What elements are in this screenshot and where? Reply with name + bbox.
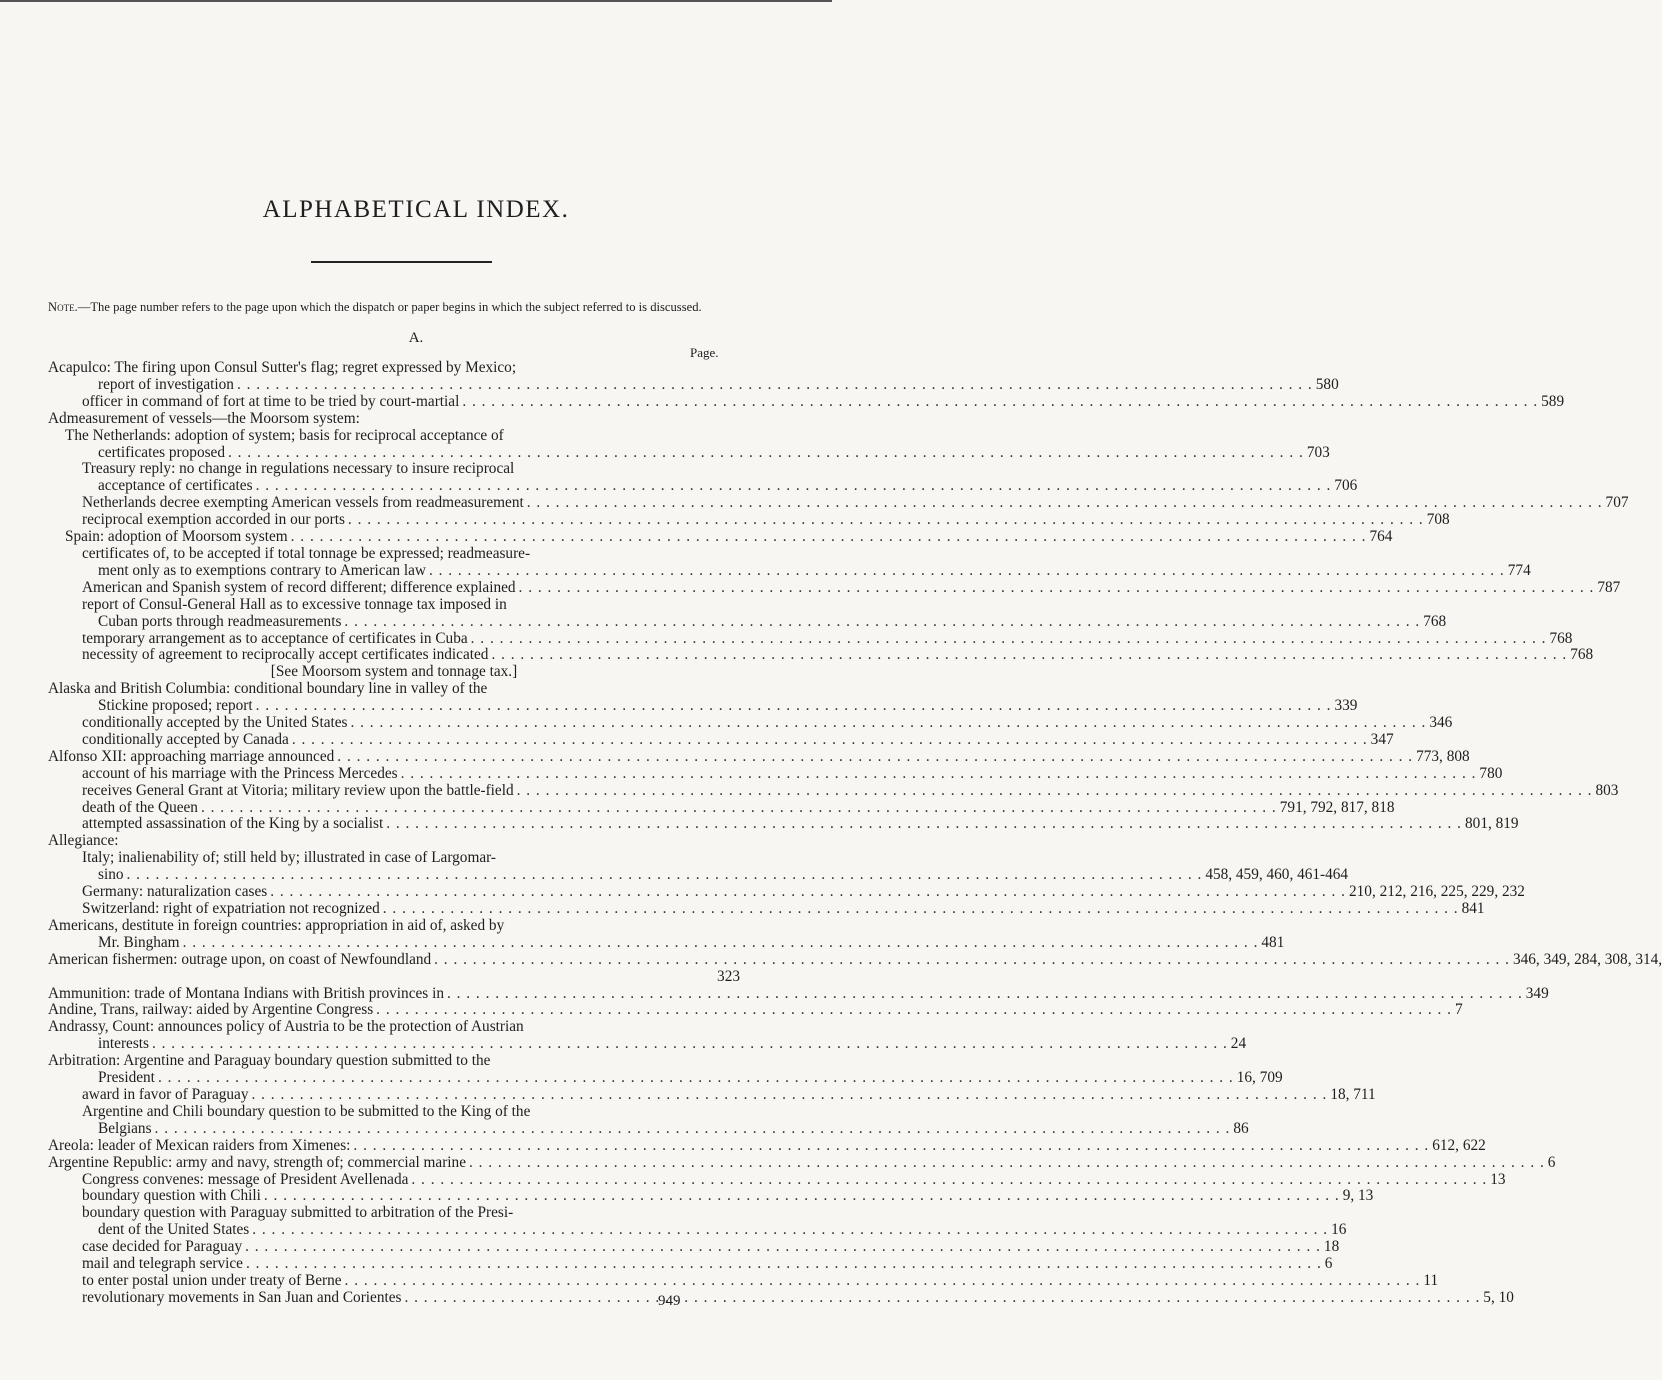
index-entry-text: boundary question with Chili bbox=[82, 1187, 261, 1205]
index-entry bbox=[48, 1085, 1376, 1104]
index-entry bbox=[48, 933, 1285, 952]
index-entry-text: receives General Grant at Vitoria; military review upon the battle-field bbox=[82, 781, 514, 799]
index-entry-text: interests bbox=[98, 1035, 149, 1053]
index-entry-text: boundary question with Paraguay submitted to arbitration of the Presi- bbox=[82, 1204, 514, 1222]
index-entry bbox=[48, 375, 1339, 394]
index-entry-page: 774 bbox=[1507, 561, 1531, 579]
index-entry-text: The Netherlands: adoption of system; basis for reciprocal acceptance of bbox=[65, 426, 504, 444]
dot-leader bbox=[245, 1239, 1321, 1256]
index-entry bbox=[48, 629, 1573, 648]
index-entry-page: 780 bbox=[1479, 764, 1503, 782]
index-entry bbox=[48, 984, 1549, 1003]
index-cross-reference: [See Moorsom system and tonnage tax.] bbox=[270, 663, 518, 681]
index-entry bbox=[48, 1104, 740, 1121]
index-entry-text: Spain: adoption of Moorsom system bbox=[65, 528, 288, 546]
dot-leader bbox=[292, 732, 1368, 749]
index-entry-text: reciprocal exemption accorded in our ports bbox=[82, 511, 345, 529]
index-entry-text: President bbox=[98, 1069, 155, 1087]
dot-leader bbox=[517, 783, 1593, 800]
dot-leader bbox=[471, 631, 1547, 648]
index-entry-page: 841 bbox=[1461, 900, 1485, 917]
index-entry-text: Admeasurement of vessels—the Moorsom system: bbox=[48, 409, 360, 427]
index-entry bbox=[48, 1221, 1347, 1239]
index-entry-page: 768 bbox=[1570, 646, 1594, 664]
dot-leader bbox=[270, 884, 1346, 901]
index-entry-page: 707 bbox=[1605, 494, 1629, 512]
dot-leader bbox=[386, 816, 1462, 833]
index-entry-page: 16, 709 bbox=[1236, 1069, 1283, 1087]
dot-leader bbox=[411, 1172, 1487, 1189]
index-entry-text: award in favor of Paraguay bbox=[82, 1085, 249, 1103]
index-entry-page: 210, 212, 216, 225, 229, 232 bbox=[1349, 883, 1525, 901]
index-entry-page: 18 bbox=[1323, 1238, 1340, 1256]
index-entry-text: Germany: naturalization cases bbox=[82, 883, 268, 901]
index-entry-page: 9, 13 bbox=[1342, 1187, 1374, 1205]
index-entry-text: necessity of agreement to reciprocally accept certificates indicated bbox=[82, 646, 489, 664]
dot-leader bbox=[252, 1222, 1328, 1239]
index-entry bbox=[48, 546, 740, 563]
dot-leader bbox=[344, 614, 1420, 631]
index-entry-text: account of his marriage with the Princess Mercedes bbox=[82, 764, 398, 782]
index-entry-text: Congress convenes: message of President Avellenada bbox=[82, 1170, 409, 1188]
index-entry bbox=[48, 428, 740, 445]
index-entry bbox=[48, 1255, 1333, 1273]
index-entry bbox=[48, 764, 1503, 783]
index-entry bbox=[48, 392, 1565, 411]
index-entry-page: 346 bbox=[1429, 714, 1453, 732]
index-entry-text: Netherlands decree exempting American vessels from readmeasurement bbox=[82, 494, 524, 512]
note-lead: Note. bbox=[48, 300, 78, 314]
index-entry bbox=[48, 1170, 1506, 1189]
index-entry-text: officer in command of fort at time to be tried by court-martial bbox=[82, 392, 460, 410]
index-entry-page: 349 bbox=[1525, 984, 1549, 1002]
index-entry bbox=[48, 714, 1453, 732]
dot-leader bbox=[469, 1155, 1545, 1172]
page-column-header: Page. bbox=[690, 345, 719, 360]
index-entry bbox=[48, 883, 1525, 901]
index-entry-page: 16 bbox=[1331, 1221, 1347, 1239]
index-entry-page: 768 bbox=[1549, 629, 1573, 647]
index-entry bbox=[48, 1288, 1514, 1307]
index-entry-page: 703 bbox=[1306, 443, 1330, 461]
dot-leader bbox=[434, 952, 1510, 969]
index-entry-page: 6 bbox=[1547, 1153, 1556, 1171]
index-entry bbox=[48, 747, 1470, 766]
index-entry-page: 11 bbox=[1423, 1271, 1439, 1289]
index-entry bbox=[48, 815, 1519, 833]
dot-leader bbox=[291, 529, 1367, 546]
index-entry-text: attempted assassination of the King by a socialist bbox=[82, 815, 384, 833]
dot-leader bbox=[155, 1121, 1231, 1138]
index-entry-page: 801, 819 bbox=[1465, 815, 1519, 833]
dot-leader bbox=[491, 647, 1567, 664]
index-entry bbox=[48, 511, 1450, 529]
index-entry-page: 791, 792, 817, 818 bbox=[1279, 798, 1395, 816]
index-entry-text: Ammunition: trade of Montana Indians with British provinces in bbox=[48, 984, 444, 1002]
index-entry bbox=[48, 528, 1393, 546]
dot-leader bbox=[462, 394, 1538, 411]
index-entry-text: certificates proposed bbox=[98, 443, 225, 461]
index-entry bbox=[48, 411, 740, 428]
index-entry-page: 580 bbox=[1315, 375, 1339, 393]
index-entry-text: conditionally accepted by the United States bbox=[82, 714, 348, 732]
index-entry bbox=[48, 918, 740, 935]
dot-leader bbox=[527, 495, 1603, 512]
index-page-continuation: 323 bbox=[717, 967, 740, 985]
index-entry-text: to enter postal union under treaty of Berne bbox=[82, 1271, 342, 1289]
dot-leader bbox=[183, 935, 1259, 952]
index-entry-text: conditionally accepted by Canada bbox=[82, 730, 289, 748]
index-entry-page: 346, 349, 284, 308, 314, bbox=[1512, 950, 1662, 968]
index-entry-text: mail and telegraph service bbox=[82, 1255, 243, 1273]
index-entry bbox=[48, 1153, 1556, 1172]
index-entry-text: sino bbox=[98, 866, 124, 884]
index-entry-text: report of investigation bbox=[98, 375, 234, 393]
note-text: —The page number refers to the page upon which the dispatch or paper begins in which the subject referred to is discussed. bbox=[77, 300, 702, 314]
index-entry-text: Belgians bbox=[98, 1119, 152, 1137]
dot-leader bbox=[264, 1188, 1340, 1205]
dot-leader bbox=[404, 1290, 1480, 1307]
index-entry-page: 6 bbox=[1324, 1255, 1333, 1273]
index-entry-text: Cuban ports through readmeasurements bbox=[98, 612, 342, 630]
dot-leader bbox=[376, 1002, 1452, 1019]
index-entry bbox=[48, 833, 740, 850]
index-entry-text: Acapulco: The firing upon Consul Sutter's flag; regret expressed by Mexico; bbox=[48, 359, 517, 376]
index-entry-text: temporary arrangement as to acceptance of certificates in Cuba bbox=[82, 629, 468, 647]
index-entry-text: revolutionary movements in San Juan and Corientes bbox=[82, 1288, 402, 1306]
index-entry bbox=[48, 561, 1531, 580]
index-entry bbox=[48, 681, 740, 698]
index-entry bbox=[48, 477, 1358, 495]
index-entry bbox=[48, 781, 1619, 800]
index-entry-text: Argentine and Chili boundary question to be submitted to the King of the bbox=[82, 1102, 531, 1120]
index-entry-page: 339 bbox=[1334, 697, 1358, 715]
index-entry bbox=[48, 461, 740, 478]
index-entry bbox=[48, 1001, 1463, 1019]
index-entry bbox=[48, 1187, 1374, 1205]
dot-leader bbox=[345, 1273, 1421, 1290]
index-entry-page: 768 bbox=[1423, 612, 1447, 630]
dot-leader bbox=[337, 749, 1413, 766]
index-entry bbox=[48, 443, 1330, 462]
index-entry-text: Alfonso XII: approaching marriage announced bbox=[48, 747, 335, 765]
dot-leader bbox=[447, 986, 1523, 1003]
index-entry-page: 86 bbox=[1233, 1119, 1249, 1137]
index-note bbox=[48, 300, 770, 314]
dot-leader bbox=[256, 698, 1332, 715]
index-entry-page: 24 bbox=[1230, 1035, 1247, 1053]
index-entry-text: Andrassy, Count: announces policy of Austria to be the protection of Austrian bbox=[48, 1018, 524, 1036]
index-entry-page: 764 bbox=[1369, 528, 1393, 546]
dot-leader bbox=[246, 1256, 1322, 1273]
index-entry bbox=[48, 697, 1358, 715]
dot-leader bbox=[237, 377, 1313, 394]
dot-leader bbox=[429, 563, 1505, 580]
index-entry bbox=[48, 1205, 740, 1222]
index-entry-page: 481 bbox=[1261, 933, 1285, 951]
index-entry-text: death of the Queen bbox=[82, 798, 198, 816]
page-number: 949 bbox=[658, 1293, 681, 1309]
index-entry bbox=[48, 900, 1485, 918]
index-entry-text: Switzerland: right of expatriation not recognized bbox=[82, 900, 380, 917]
index-entry bbox=[48, 798, 1395, 817]
index-entry bbox=[48, 1053, 740, 1070]
dot-leader bbox=[401, 766, 1477, 783]
top-border bbox=[0, 0, 832, 2]
dot-leader bbox=[519, 580, 1595, 597]
index-entry bbox=[48, 950, 1662, 969]
index-entry-page: 612, 622 bbox=[1432, 1136, 1486, 1154]
page-title: ALPHABETICAL INDEX. bbox=[262, 196, 570, 223]
index-entry-text: Mr. Bingham bbox=[98, 933, 180, 951]
index-entry bbox=[48, 1271, 1439, 1290]
dot-leader bbox=[158, 1070, 1234, 1087]
index-entry bbox=[48, 494, 1629, 512]
index-entry bbox=[48, 360, 740, 377]
dot-leader bbox=[201, 800, 1277, 817]
index-entry bbox=[48, 646, 1594, 664]
index-entry-text: Stickine proposed; report bbox=[98, 697, 253, 715]
index-entry-text: report of Consul-General Hall as to excessive tonnage tax imposed in bbox=[82, 595, 507, 613]
dot-leader bbox=[353, 1138, 1429, 1155]
index-entry-text: Argentine Republic: army and navy, strength of; commercial marine bbox=[48, 1153, 466, 1171]
index-entry-page: 458, 459, 460, 461-464 bbox=[1205, 866, 1349, 884]
index-entry-text: Allegiance: bbox=[48, 832, 119, 850]
index-entry-text: Alaska and British Columbia: conditional boundary line in valley of the bbox=[48, 680, 488, 698]
dot-leader bbox=[252, 1087, 1328, 1104]
index-entry-page: 787 bbox=[1597, 578, 1621, 596]
index-entry-text: ment only as to exemptions contrary to American law bbox=[98, 561, 426, 579]
index-entry-page: 5, 10 bbox=[1483, 1288, 1514, 1306]
index-entry-text: case decided for Paraguay bbox=[82, 1238, 243, 1256]
index-entry-page: 7 bbox=[1454, 1001, 1463, 1019]
index-entry-page: 13 bbox=[1490, 1170, 1506, 1188]
title-rule bbox=[311, 261, 492, 263]
dot-leader bbox=[228, 445, 1304, 462]
index-entry-text: dent of the United States bbox=[98, 1221, 250, 1239]
index-entry-text: acceptance of certificates bbox=[98, 477, 253, 495]
index-entry-page: 347 bbox=[1370, 730, 1394, 748]
index-entry bbox=[48, 597, 740, 614]
index-entry bbox=[48, 1136, 1486, 1155]
index-entry bbox=[48, 1069, 1283, 1087]
index-entry-text: American and Spanish system of record different; difference explained bbox=[82, 578, 516, 596]
dot-leader bbox=[351, 715, 1427, 732]
index-entry-page: 589 bbox=[1541, 392, 1565, 410]
dot-leader bbox=[256, 478, 1332, 495]
index-list bbox=[48, 359, 1662, 1307]
section-letter: A. bbox=[408, 330, 424, 346]
index-entry-page: 773, 808 bbox=[1416, 747, 1470, 765]
index-entry-text: Treasury reply: no change in regulations necessary to insure reciprocal bbox=[82, 460, 515, 478]
index-entry-text: Areola: leader of Mexican raiders from Ximenes: bbox=[48, 1136, 351, 1154]
index-entry-page: 708 bbox=[1426, 511, 1450, 529]
index-entry bbox=[48, 1035, 1247, 1053]
index-entry-page: 803 bbox=[1595, 781, 1619, 799]
index-entry bbox=[48, 1119, 1249, 1138]
index-entry bbox=[48, 1238, 1340, 1256]
index-entry-text: Arbitration: Argentine and Paraguay boundary question submitted to the bbox=[48, 1052, 491, 1070]
index-entry-text: American fishermen: outrage upon, on coast of Newfoundland bbox=[48, 950, 432, 968]
index-entry bbox=[48, 850, 740, 867]
index-entry bbox=[48, 1019, 740, 1036]
index-entry bbox=[48, 730, 1394, 749]
dot-leader bbox=[152, 1036, 1228, 1053]
index-entry bbox=[48, 866, 1349, 884]
index-entry-text: Andine, Trans, railway: aided by Argentine Congress bbox=[48, 1001, 374, 1019]
dot-leader bbox=[383, 901, 1459, 918]
index-entry-text: certificates of, to be accepted if total tonnage be expressed; readmeasure- bbox=[82, 544, 531, 562]
index-entry-text: Italy; inalienability of; still held by; illustrated in case of Largomar- bbox=[82, 849, 497, 867]
index-entry-page: 18, 711 bbox=[1330, 1085, 1376, 1103]
dot-leader bbox=[127, 867, 1203, 884]
dot-leader bbox=[348, 512, 1424, 529]
index-entry bbox=[48, 612, 1447, 631]
index-entry-page: 706 bbox=[1334, 477, 1358, 495]
index-entry bbox=[48, 578, 1621, 597]
index-entry-text: Americans, destitute in foreign countries: appropriation in aid of, asked by bbox=[48, 916, 505, 934]
